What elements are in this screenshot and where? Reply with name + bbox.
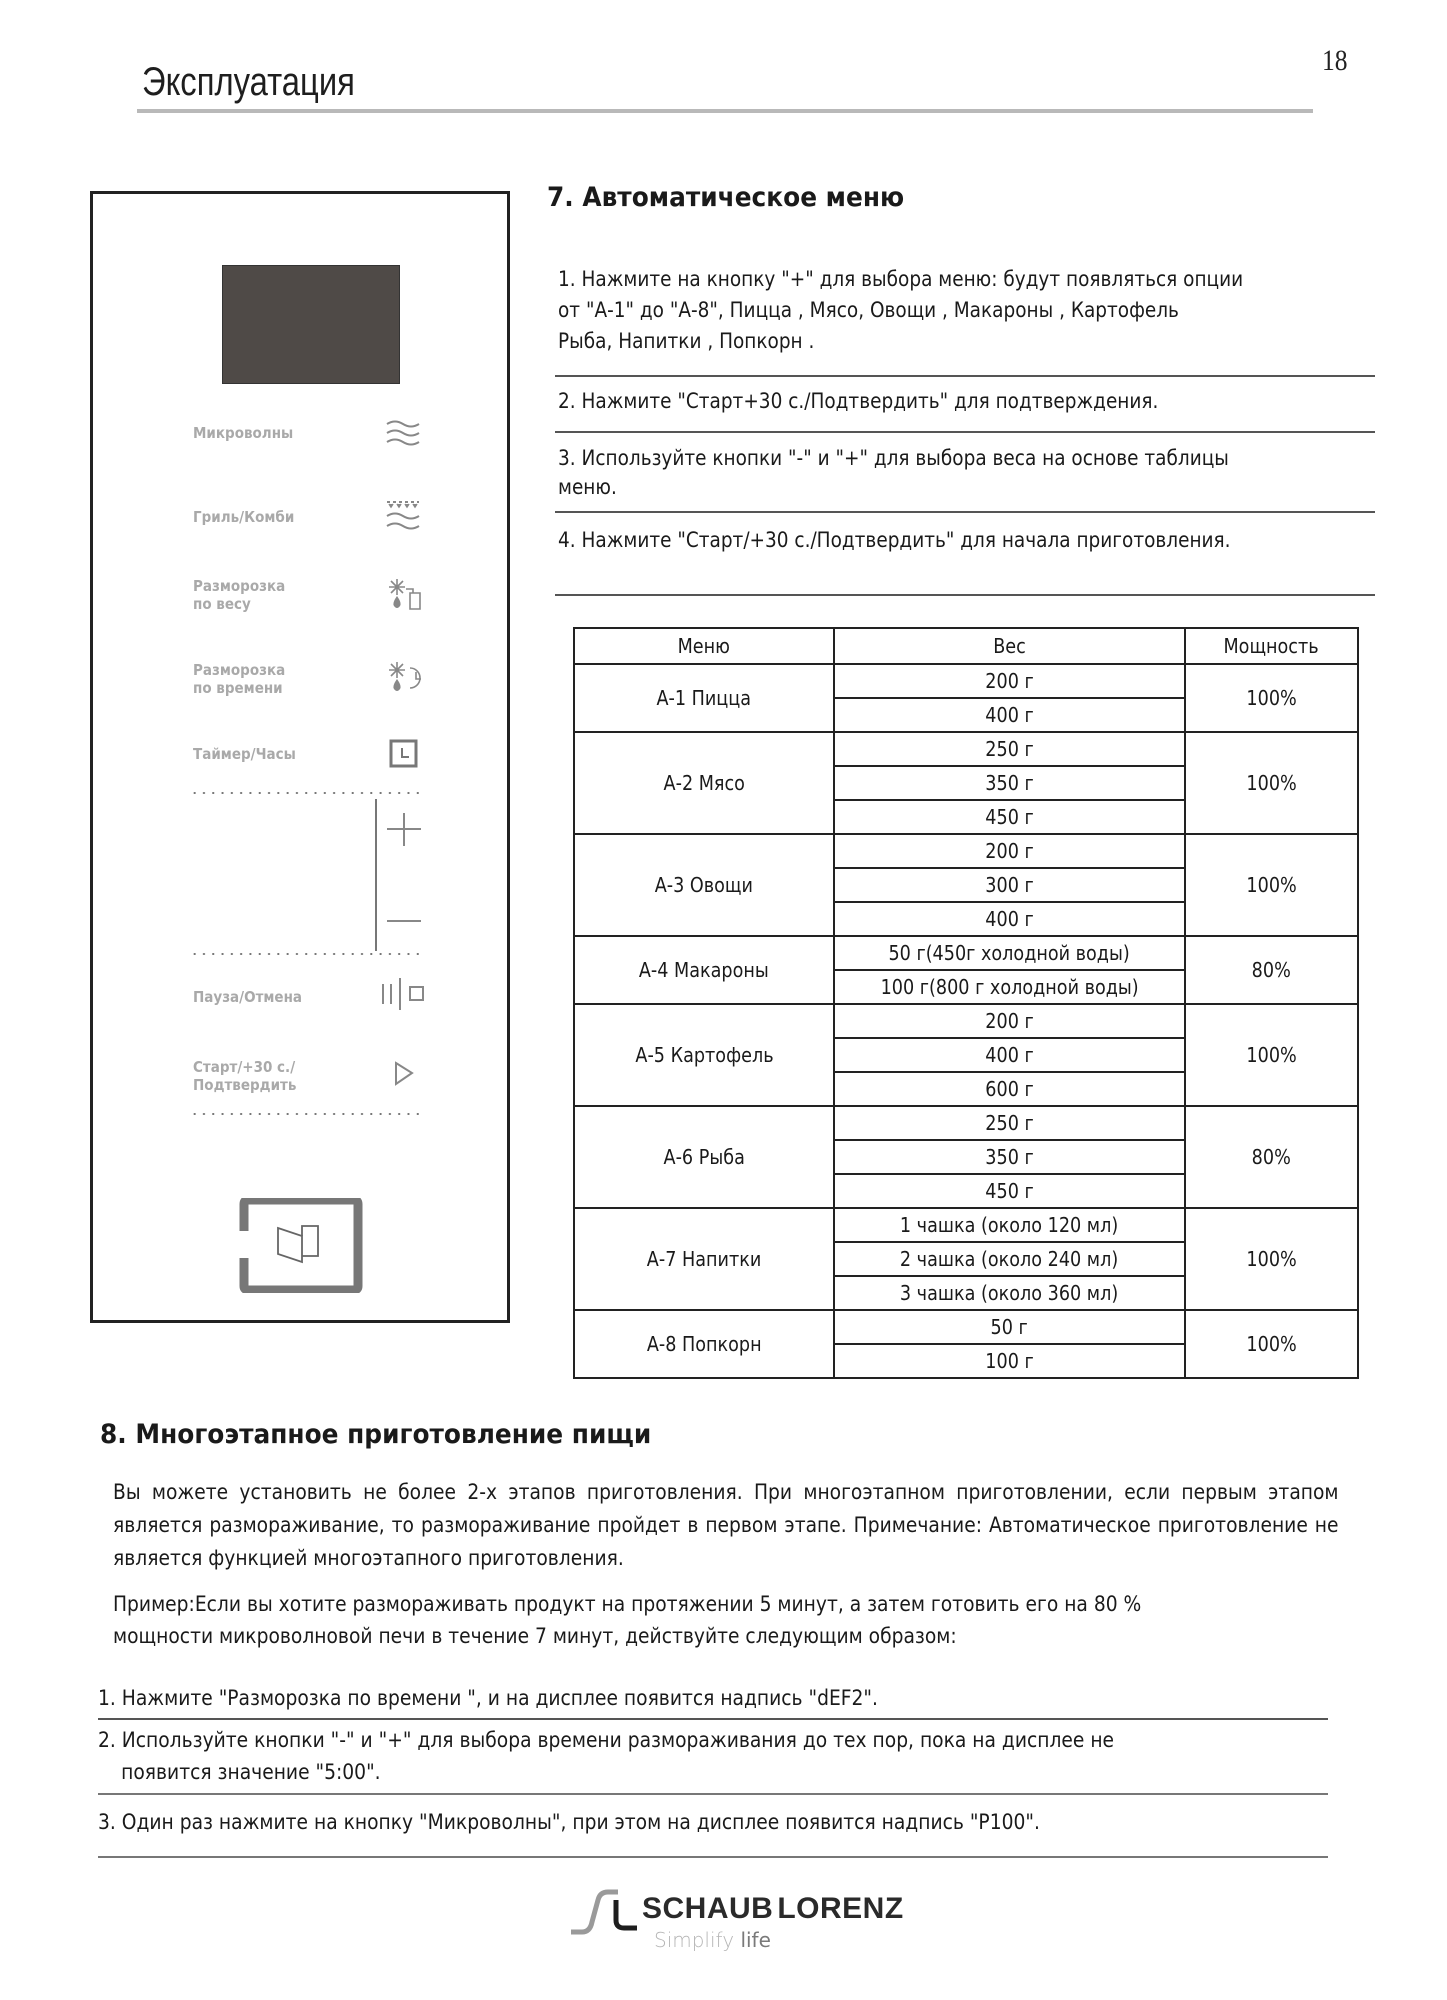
timer-clock-icon (389, 739, 419, 769)
panel-display (222, 265, 400, 384)
power-cell: 100% (1185, 1004, 1358, 1106)
minus-icon (385, 917, 423, 925)
menu-cell: А-1 Пицца (574, 664, 834, 732)
section-8-step-3: 3. Один раз нажмите на кнопку "Микроволны", при этом на дисплее появится надпись "P100". (98, 1810, 1040, 1834)
slogan-life: life (740, 1928, 771, 1952)
weight-cell: 400 г (834, 902, 1184, 936)
panel-label-defrost-weight: Разморозка по весу (193, 577, 286, 613)
brand-name-schaub: SCHAUB (642, 1892, 774, 1925)
table-row (574, 834, 1358, 868)
column-header-menu: Меню (574, 628, 834, 664)
weight-cell: 200 г (834, 664, 1184, 698)
power-cell: 100% (1185, 732, 1358, 834)
weight-cell: 350 г (834, 1140, 1184, 1174)
weight-cell: 400 г (834, 1038, 1184, 1072)
step-divider (555, 594, 1375, 596)
brand-mark-icon (568, 1886, 640, 1938)
panel-label-timer-clock: Таймер/Часы (193, 745, 296, 763)
weight-cell: 100 г(800 г холодной воды) (834, 970, 1184, 1004)
section-7-step-4: 4. Нажмите "Старт/+30 с./Подтвердить" для начала приготовления. (558, 528, 1231, 552)
table-row (574, 1208, 1358, 1242)
weight-cell: 250 г (834, 1106, 1184, 1140)
weight-cell: 200 г (834, 1004, 1184, 1038)
page-number: 18 (1322, 44, 1348, 77)
menu-cell: А-8 Попкорн (574, 1310, 834, 1378)
power-cell: 100% (1185, 1208, 1358, 1310)
defrost-time-icon (386, 660, 426, 694)
auto-menu-table (573, 627, 1359, 1379)
section-8-heading: 8. Многоэтапное приготовление пищи (100, 1419, 652, 1450)
section-7-step-3: 3. Используйте кнопки "-" и "+" для выбора веса на основе таблицы меню. (558, 446, 1229, 499)
menu-cell: А-7 Напитки (574, 1208, 834, 1310)
weight-cell: 200 г (834, 834, 1184, 868)
panel-label-pause-cancel: Пауза/Отмена (193, 988, 303, 1006)
power-cell: 80% (1185, 1106, 1358, 1208)
section-8-step-1: 1. Нажмите "Разморозка по времени ", и на дисплее появится надпись "dEF2". (98, 1686, 878, 1710)
header-rule (137, 109, 1313, 113)
page-title: Эксплуатация (142, 60, 355, 104)
table-row (574, 664, 1358, 698)
weight-cell: 250 г (834, 732, 1184, 766)
table-row (574, 936, 1358, 970)
column-header-power: Мощность (1185, 628, 1358, 664)
section-8-example-paragraph: Пример:Если вы хотите размораживать продукт на протяжении 5 минут, а затем готовить его на 80 % мощности микроволновой печи в течение 7 минут, действуйте следующим образом: (113, 1592, 1142, 1648)
weight-cell: 2 чашка (около 240 мл) (834, 1242, 1184, 1276)
weight-cell: 50 г (834, 1310, 1184, 1344)
weight-cell: 450 г (834, 1174, 1184, 1208)
weight-cell: 350 г (834, 766, 1184, 800)
panel-divider-bottom (190, 953, 423, 955)
weight-cell: 600 г (834, 1072, 1184, 1106)
power-cell: 100% (1185, 664, 1358, 732)
menu-cell: А-4 Макароны (574, 936, 834, 1004)
menu-cell: А-2 Мясо (574, 732, 834, 834)
step-divider (555, 375, 1375, 377)
grill-combi-icon (385, 500, 421, 532)
table-row (574, 732, 1358, 766)
microwave-waves-icon (385, 418, 421, 448)
weight-cell: 450 г (834, 800, 1184, 834)
weight-cell: 50 г(450г холодной воды) (834, 936, 1184, 970)
weight-cell: 3 чашка (около 360 мл) (834, 1276, 1184, 1310)
table-header-row (574, 628, 1358, 664)
panel-label-microwave: Микроволны (193, 424, 294, 442)
panel-label-grill-combi: Гриль/Комби (193, 508, 295, 526)
weight-cell: 300 г (834, 868, 1184, 902)
power-cell: 100% (1185, 834, 1358, 936)
defrost-weight-icon (386, 577, 424, 613)
door-open-icon (239, 1198, 363, 1293)
brand-name-lorenz: LORENZ (777, 1892, 904, 1925)
step-divider (98, 1793, 1328, 1795)
power-cell: 100% (1185, 1310, 1358, 1378)
panel-divider-start (190, 1113, 423, 1115)
weight-cell: 1 чашка (около 120 мл) (834, 1208, 1184, 1242)
power-cell: 80% (1185, 936, 1358, 1004)
pause-cancel-icon (380, 976, 428, 1012)
plus-icon (385, 811, 423, 849)
table-row (574, 1106, 1358, 1140)
section-7-heading: 7. Автоматическое меню (547, 182, 905, 213)
panel-label-start-confirm: Старт/+30 с./ Подтвердить (193, 1058, 297, 1094)
section-7-step-2: 2. Нажмите "Старт+30 с./Подтвердить" для подтверждения. (558, 389, 1159, 413)
step-divider (555, 511, 1375, 513)
step-divider (98, 1718, 1328, 1720)
section-8-step-2: 2. Используйте кнопки "-" и "+" для выбора времени размораживания до тех пор, пока на дисплее не появится значение "5:00". (98, 1728, 1115, 1784)
weight-cell: 400 г (834, 698, 1184, 732)
table-row (574, 1310, 1358, 1344)
slogan-simplify: Simplify (654, 1928, 735, 1952)
panel-vertical-divider (375, 799, 377, 951)
menu-cell: А-5 Картофель (574, 1004, 834, 1106)
panel-divider-top (190, 792, 423, 794)
section-8-intro-paragraph: Вы можете установить не более 2-х этапов приготовления. При многоэтапном приготовлении, если первым этапом является размораживание, то размораживание пройдет в первом этапе. Примечание: Автоматическое приготовление не является функцией многоэтапного приготовления. (113, 1480, 1339, 1570)
menu-cell: А-3 Овощи (574, 834, 834, 936)
section-7-step-1: 1. Нажмите на кнопку "+" для выбора меню: будут появляться опции от "А-1" до "А-8", Пицца , Мясо, Овощи , Макароны , Картофель Рыба, Напитки , Попкорн . (558, 267, 1244, 353)
start-play-icon (393, 1060, 417, 1088)
weight-cell: 100 г (834, 1344, 1184, 1378)
brand-logo (568, 1886, 904, 1956)
table-row (574, 1004, 1358, 1038)
panel-label-defrost-time: Разморозка по времени (193, 661, 286, 697)
step-divider (555, 431, 1375, 433)
column-header-weight: Вес (834, 628, 1184, 664)
step-divider (98, 1856, 1328, 1858)
menu-cell: А-6 Рыба (574, 1106, 834, 1208)
